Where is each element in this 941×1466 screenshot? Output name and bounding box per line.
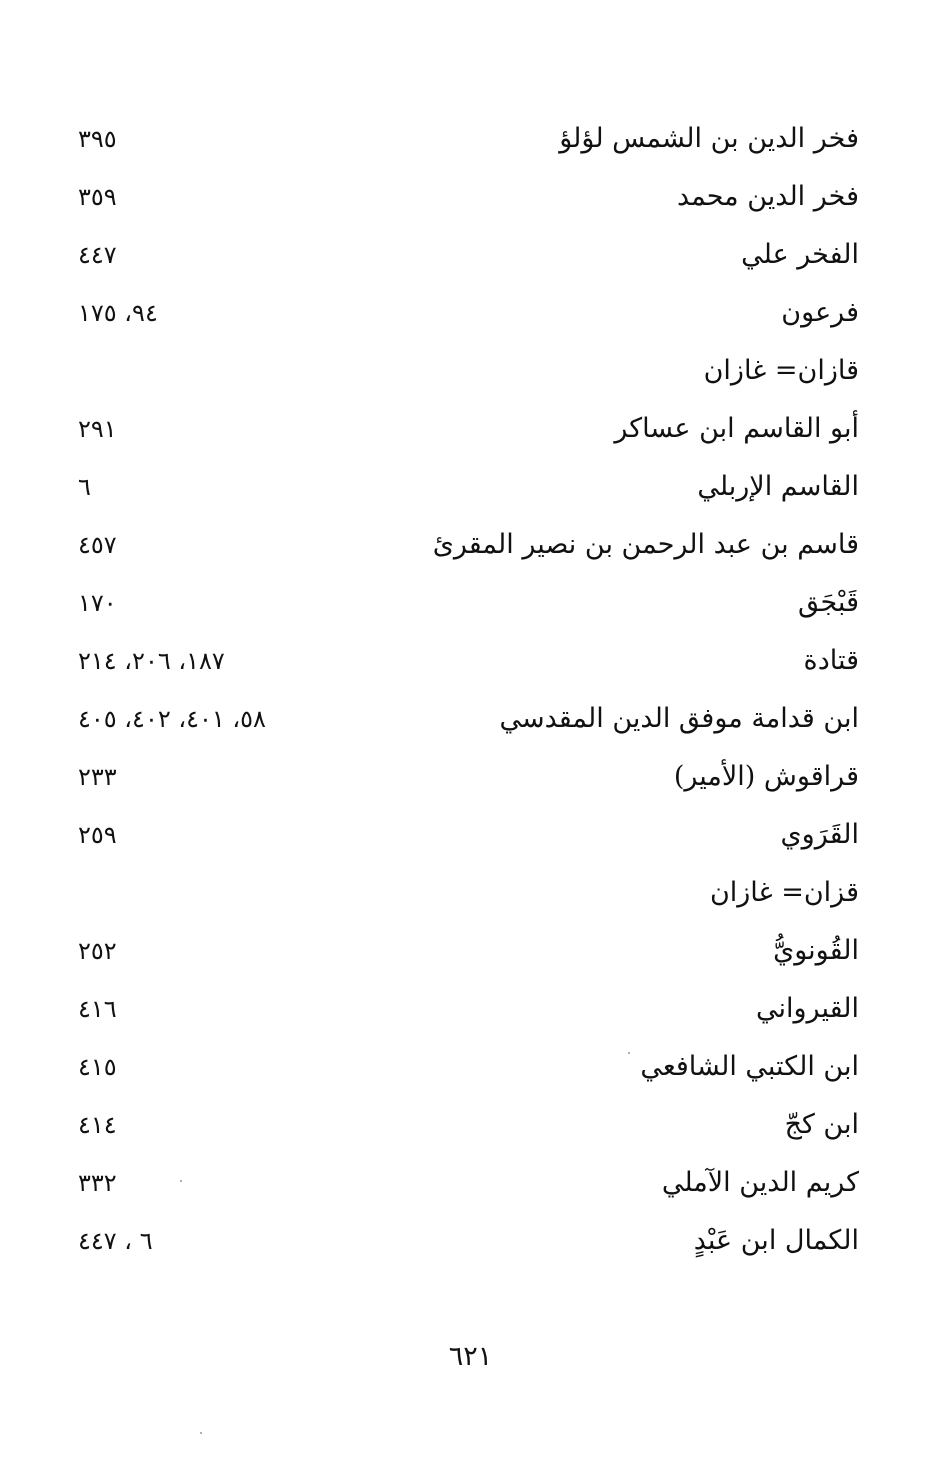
index-entry [0,112,941,170]
entry-pages: ٦ [78,473,91,501]
entry-pages: ٥٨، ٤٠١، ٤٠٢، ٤٠٥ [78,705,266,733]
scan-speck [180,1180,182,1182]
entry-pages: ١٧٠ [78,589,117,617]
entry-name: القُونويُّ [773,935,859,966]
index-list [0,112,941,1272]
entry-name: فخر الدين بن الشمس لؤلؤ [559,123,859,154]
index-entry [0,170,941,228]
index-entry [0,1156,941,1214]
entry-pages: ٦ ، ٤٤٧ [78,1227,153,1255]
entry-name: الكمال ابن عَبْدٍ [693,1225,859,1256]
entry-name: القاسم الإربلي [697,471,859,502]
entry-pages: ٤١٤ [78,1111,117,1139]
index-entry [0,808,941,866]
index-entry [0,228,941,286]
index-entry [0,1040,941,1098]
index-entry [0,576,941,634]
index-entry [0,344,941,402]
scan-speck [628,1052,630,1054]
entry-pages: ٣٩٥ [78,125,117,153]
index-entry [0,1098,941,1156]
entry-pages: ٢٩١ [78,415,117,443]
entry-pages: ٢٥٩ [78,821,117,849]
entry-name: قراقوش (الأمير) [673,761,859,792]
entry-pages: ٢٣٣ [78,763,117,791]
index-entry [0,750,941,808]
entry-pages: ٩٤، ١٧٥ [78,299,158,327]
entry-pages: ٣٣٢ [78,1169,117,1197]
entry-name: قاسم بن عبد الرحمن بن نصير المقرئ [432,529,859,560]
index-entry [0,866,941,924]
entry-pages: ١٨٧، ٢٠٦، ٢١٤ [78,647,225,675]
entry-name: قَبْجَق [797,587,859,618]
entry-name: ابن الكتبي الشافعي [640,1051,859,1082]
entry-name: فرعون [781,297,859,328]
index-entry [0,460,941,518]
entry-name: كريم الدين الآملي [661,1167,859,1198]
page-number: ٦٢١ [448,1341,493,1372]
index-entry [0,1214,941,1272]
index-entry [0,692,941,750]
entry-name: أبو القاسم ابن عساكر [614,413,859,444]
entry-pages: ٤١٦ [78,995,117,1023]
entry-name: القَرَوي [780,819,859,850]
index-entry [0,402,941,460]
scan-speck [200,1432,202,1434]
entry-pages: ٢٥٢ [78,937,117,965]
index-entry [0,982,941,1040]
entry-pages: ٤٤٧ [78,241,117,269]
entry-name: ابن كجّ [784,1109,859,1140]
entry-name: ابن قدامة موفق الدين المقدسي [499,703,859,734]
entry-pages: ٤١٥ [78,1053,117,1081]
entry-name: قازان= غازان [703,355,859,386]
entry-name: قتادة [803,645,859,676]
index-entry [0,518,941,576]
entry-pages: ٤٥٧ [78,531,117,559]
entry-name: فخر الدين محمد [676,181,859,212]
entry-name: الفخر علي [741,239,859,270]
index-entry [0,924,941,982]
entry-pages: ٣٥٩ [78,183,117,211]
index-entry [0,634,941,692]
entry-name: قزان= غازان [709,877,859,908]
index-entry [0,286,941,344]
entry-name: القيرواني [756,993,859,1024]
